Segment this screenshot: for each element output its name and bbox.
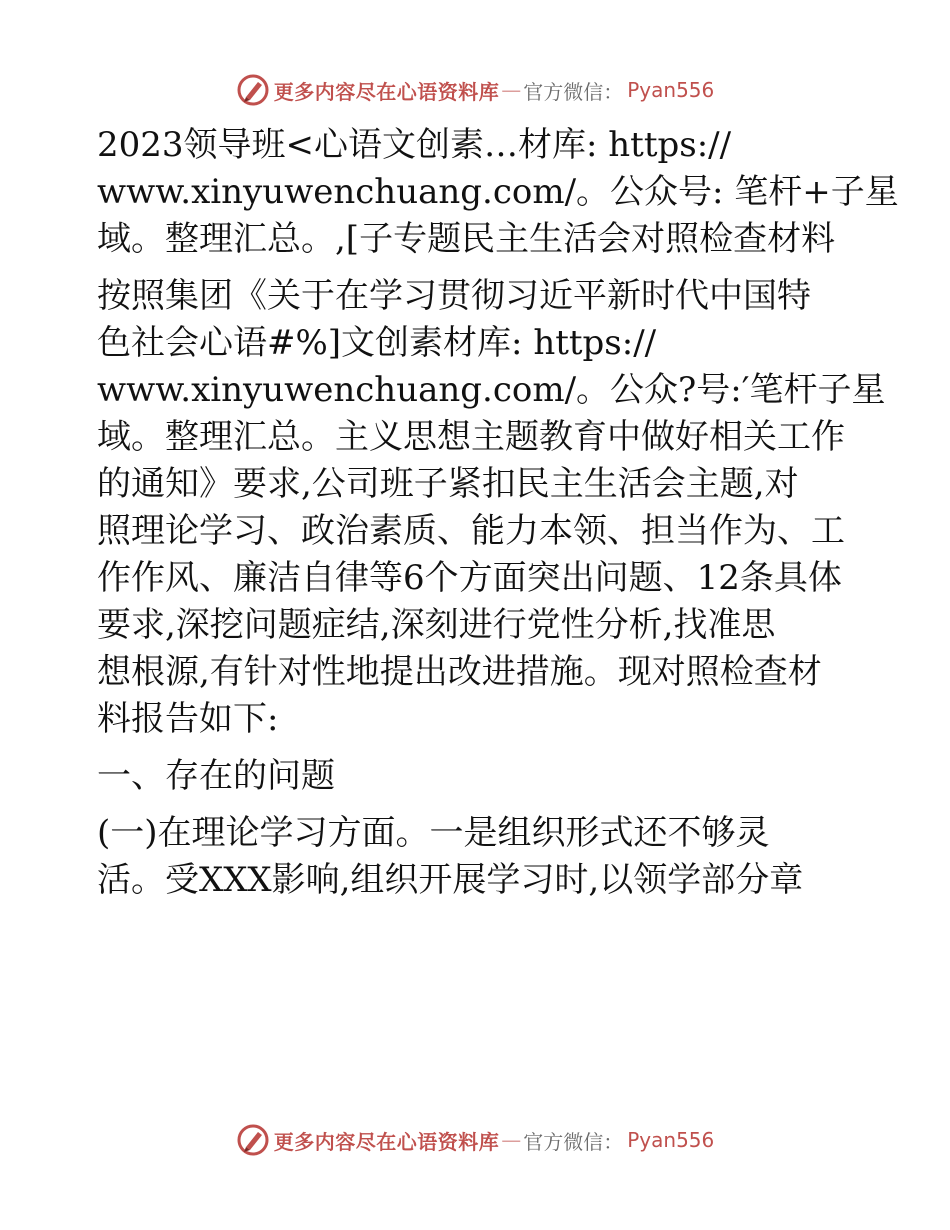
watermark-main-text: 更多内容尽在心语资料库 (273, 79, 500, 104)
text-line: www.xinyuwenchuang.com/。公众号: 笔杆+子星 (97, 172, 899, 212)
text-line: 想根源,有针对性地提出改进措施。现对照检查材 (97, 652, 822, 692)
footer-watermark (0, 1122, 950, 1158)
watermark-sub-text: 官方微信： (523, 79, 624, 104)
text-line: 活。受XXX影响,组织开展学习时,以领学部分章 (97, 860, 804, 900)
subsection-paragraph (97, 810, 857, 904)
text-line: 照理论学习、政治素质、能力本领、担当作为、工 (97, 511, 845, 551)
document-body (97, 122, 899, 904)
watermark-dash: — (501, 1128, 522, 1152)
text-line: 色社会心语#%]文创素材库: https:// (97, 323, 657, 363)
paragraph-gap (97, 263, 857, 273)
watermark-main-text: 更多内容尽在心语资料库 (273, 1129, 500, 1154)
text-line: 域。整理汇总。,[子专题民主生活会对照检查材料 (97, 219, 836, 259)
watermark-wechat-id: Pyan556 (627, 1128, 715, 1152)
text-line: 要求,深挖问题症结,深刻进行党性分析,找准思 (97, 605, 776, 645)
pen-in-circle-icon (236, 1123, 270, 1157)
text-line: 2023领导班<心语文创素…材库: https:// (97, 125, 732, 165)
text-line: 的通知》要求,公司班子紧扣民主生活会主题,对 (97, 464, 799, 504)
text-line: 域。整理汇总。主义思想主题教育中做好相关工作 (97, 417, 845, 457)
text-line: 料报告如下: (97, 699, 279, 739)
watermark-sub-text: 官方微信： (523, 1129, 624, 1154)
title-paragraph (97, 122, 899, 263)
section-heading: 一、存在的问题 (97, 756, 335, 796)
paragraph-gap (97, 743, 857, 753)
text-line: 作作风、廉洁自律等6个方面突出问题、12条具体 (97, 558, 842, 598)
paragraph-gap (97, 800, 857, 810)
text-line: 按照集团《关于在学习贯彻习近平新时代中国特 (97, 276, 811, 316)
header-watermark (0, 72, 950, 108)
text-line: (一)在理论学习方面。一是组织形式还不够灵 (97, 813, 770, 853)
watermark-dash: — (501, 78, 522, 102)
intro-paragraph (97, 273, 886, 743)
text-line: www.xinyuwenchuang.com/。公众?号:′笔杆子星 (97, 370, 886, 410)
pen-in-circle-icon (236, 73, 270, 107)
watermark-wechat-id: Pyan556 (627, 78, 715, 102)
